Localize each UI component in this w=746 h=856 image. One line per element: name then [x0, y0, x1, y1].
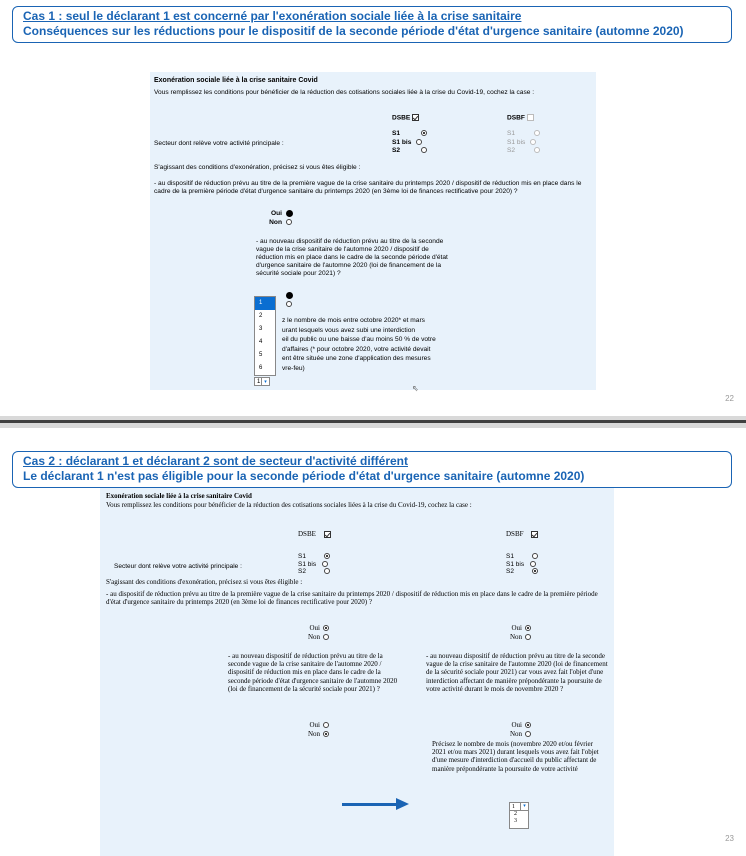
q3-line: d'affaires (* pour octobre 2020, votre activité devait: [282, 345, 431, 353]
d1-q2-radios: [323, 721, 329, 738]
chevron-down-icon[interactable]: ▾: [520, 803, 528, 810]
mouse-cursor-icon: ⇖: [412, 384, 419, 393]
slide-2-subtitle: Le déclarant 1 n'est pas éligible pour la seconde période d'état d'urgence sanitaire (automne 2020): [23, 469, 585, 483]
non-label: Non: [269, 218, 282, 226]
form-panel-1: [150, 72, 596, 390]
dropdown-option[interactable]: 1: [255, 297, 275, 310]
form-panel-2: [100, 488, 614, 856]
s1bis-label: S1 bis: [298, 560, 317, 568]
slide-2-title-banner: [12, 451, 732, 488]
q3-line: ent être située une zone d'application des mesures: [282, 355, 431, 362]
d2-s1-radio[interactable]: [532, 553, 538, 559]
months-select[interactable]: [509, 802, 529, 811]
d2-s1bis-radio[interactable]: [530, 561, 536, 567]
months-dropdown-list[interactable]: [509, 811, 529, 829]
oui-label: Oui: [309, 721, 320, 729]
d1-q2-labels: [298, 721, 320, 738]
question-2-d1: - au nouveau dispositif de réduction prévu au titre de la seconde vague de la crise sanitaire de l'automne 2020 / dispositif de réduction mis en place dans le cadre de la seconde période d'état d'urgence sanitaire de l'automne 2020 (loi de financement de la sécurité sociale pour 2021) ?: [228, 652, 398, 693]
d2-s2-radio[interactable]: [534, 147, 540, 153]
d1-q2-non-radio[interactable]: [323, 731, 329, 737]
page-number: 23: [725, 834, 734, 843]
d2-s1bis-radio[interactable]: [530, 139, 536, 145]
dsbe-label: DSBE: [392, 114, 411, 122]
dropdown-option[interactable]: 2: [259, 313, 263, 319]
d1-q1-non-radio[interactable]: [323, 634, 329, 640]
slide-1: [0, 0, 746, 416]
dsbf-checkbox[interactable]: [531, 531, 538, 538]
slide-1-subtitle: Conséquences sur les réductions pour le dispositif de la seconde période d'état d'urgence sanitaire (automne 2020): [23, 24, 684, 38]
q1-oui-radio[interactable]: [286, 210, 293, 217]
d1-q1-radios: [323, 624, 329, 641]
form-heading: Exonération sociale liée à la crise sanitaire Covid: [106, 492, 252, 500]
d2-sector-radios: [506, 553, 538, 576]
d1-s2-radio[interactable]: [421, 147, 427, 153]
s1-label: S1: [392, 130, 401, 137]
d1-s1bis-radio[interactable]: [416, 139, 422, 145]
q1-radios: [286, 210, 293, 227]
q3-line: z le nombre de mois entre octobre 2020* et mars: [282, 317, 425, 324]
question-3: [282, 316, 436, 373]
d1-q2-oui-radio[interactable]: [323, 722, 329, 728]
oui-label: Oui: [511, 624, 522, 632]
oui-label: Oui: [511, 721, 522, 729]
sector-label: Secteur dont relève votre activité principale :: [114, 563, 242, 570]
s1-label: S1: [507, 130, 516, 137]
slide-separator: [0, 416, 746, 428]
s2-label: S2: [507, 147, 516, 154]
s1-label: S1: [298, 553, 306, 560]
select-value: 1: [257, 379, 261, 385]
s1bis-label: S1 bis: [392, 138, 412, 146]
dsbe-checkbox[interactable]: [412, 114, 419, 121]
question-1: - au dispositif de réduction prévu au titre de la première vague de la crise sanitaire du printemps 2020 / dispositif de réduction mis en place dans le cadre de la première période d'état d'urgence sanitaire du printemps 2020 (en 3ème loi de finances rectificative pour 2020) ?: [106, 590, 598, 607]
dropdown-option[interactable]: 4: [259, 339, 263, 345]
select-value: 1: [512, 804, 515, 810]
question-2: - au nouveau dispositif de réduction prévu au titre de la seconde vague de la crise sanitaire de l'automne 2020 / dispositif de réduction mis en place dans le cadre de la seconde période d'état d'urgence sanitaire de l'automne 2020 (loi de financement de la sécurité sociale pour 2021) ?: [256, 238, 448, 277]
dropdown-option[interactable]: 5: [259, 352, 263, 358]
form-intro: Vous remplissez les conditions pour bénéficier de la réduction des cotisations sociales liée à la crise du Covid-19, cochez la case :: [154, 89, 535, 96]
non-label: Non: [307, 632, 320, 641]
d1-s2-radio[interactable]: [324, 568, 330, 574]
slide-2-title: [23, 454, 721, 469]
non-label: Non: [307, 729, 320, 738]
conditions-text: S'agissant des conditions d'exonération, précisez si vous êtes éligible :: [106, 578, 303, 586]
dsbf-checkbox-row[interactable]: [506, 530, 538, 538]
non-label: Non: [509, 632, 522, 641]
oui-label: Oui: [309, 624, 320, 632]
d1-s1bis-radio[interactable]: [322, 561, 328, 567]
d2-q2-non-radio[interactable]: [525, 731, 531, 737]
q3-line: vre-feu): [282, 364, 305, 372]
d1-s1-radio[interactable]: [324, 553, 330, 559]
dsbf-checkbox-row[interactable]: [507, 114, 534, 122]
question-1: - au dispositif de réduction prévu au titre de la première vague de la crise sanitaire du printemps 2020 / dispositif de réduction mis en place dans le cadre de la première période d'état d'urgence sanitaire du printemps 2020 (en 3ème loi de finances rectificative pour 2020) ?: [154, 180, 582, 195]
q1-labels: [258, 210, 282, 227]
months-dropdown-list[interactable]: [254, 296, 276, 376]
dropdown-option[interactable]: 3: [514, 818, 517, 824]
d2-q1-non-radio[interactable]: [525, 634, 531, 640]
d2-q2-oui-radio[interactable]: [525, 722, 531, 728]
dsbf-checkbox[interactable]: [527, 114, 534, 121]
conditions-text: S'agissant des conditions d'exonération, précisez si vous êtes éligible :: [154, 164, 361, 171]
page-number: 22: [725, 394, 734, 403]
q2-non-radio[interactable]: [286, 301, 292, 307]
s2-label: S2: [298, 568, 306, 575]
dsbf-label: DSBF: [506, 530, 524, 538]
d1-sector-radios: [392, 130, 427, 156]
dropdown-option[interactable]: 3: [259, 326, 263, 332]
question-3-d2: Précisez le nombre de mois (novembre 2020 et/ou février 2021 et/ou mars 2021) durant lesquels vous avez fait l'objet d'une mesure d'interdiction d'accueil du public affectant de manière prépondérante la poursuite de votre activité: [432, 740, 599, 773]
case-label: Cas 2 :: [23, 454, 63, 468]
dropdown-option[interactable]: 2: [514, 811, 517, 817]
s1bis-label: S1 bis: [506, 560, 525, 568]
d2-q2-labels: [500, 721, 522, 738]
dsbe-checkbox-row[interactable]: [298, 530, 331, 538]
q2-radios: [286, 292, 293, 309]
s1bis-label: S1 bis: [507, 138, 526, 146]
s1-label: S1: [506, 553, 514, 560]
slide-1-title-banner: [12, 6, 732, 43]
form-heading: Exonération sociale liée à la crise sanitaire Covid: [154, 77, 318, 84]
case-title: seul le déclarant 1 est concerné par l'exonération sociale liée à la crise sanitaire: [62, 9, 522, 23]
case-label: Cas 1 :: [23, 9, 63, 23]
d1-s1-radio[interactable]: [421, 130, 427, 136]
d2-q2-radios: [525, 721, 531, 738]
d1-q1-oui-radio[interactable]: [323, 625, 329, 631]
dsbf-label: DSBF: [507, 114, 525, 122]
d2-q1-radios: [525, 624, 531, 641]
q3-line: urant lesquels vous avez subi une interdiction: [282, 326, 416, 334]
form-intro: Vous remplissez les conditions pour bénéficier de la réduction des cotisations sociales liées à la crise du Covid-19, cochez la case :: [106, 501, 472, 509]
sector-label: Secteur dont relève votre activité principale :: [154, 140, 284, 147]
d1-sector-radios: [298, 553, 330, 576]
arrow-head-icon: [396, 798, 409, 810]
blue-arrow-icon: [342, 803, 398, 806]
chevron-down-icon[interactable]: ▾: [261, 378, 269, 385]
s2-label: S2: [506, 568, 514, 575]
d2-sector-radios: [507, 130, 540, 156]
months-select[interactable]: [254, 377, 270, 386]
dsbe-checkbox-row[interactable]: [392, 114, 419, 122]
d1-q1-labels: [298, 624, 320, 641]
non-label: Non: [509, 729, 522, 738]
d2-q1-labels: [500, 624, 522, 641]
q2-oui-radio[interactable]: [286, 292, 293, 299]
dropdown-option[interactable]: 6: [259, 365, 263, 371]
dsbe-checkbox[interactable]: [324, 531, 331, 538]
oui-label: Oui: [271, 210, 282, 217]
q1-non-radio[interactable]: [286, 219, 292, 225]
d2-q1-oui-radio[interactable]: [525, 625, 531, 631]
question-2-d2: - au nouveau dispositif de réduction prévu au titre de la seconde vague de la crise sanitaire de l'automne 2020 (loi de financement de la sécurité sociale pour 2021) car vous avez fait l'objet d'une interdiction affectant de manière prépondérante la poursuite de votre activité durant le mois de novembre 2020 ?: [426, 652, 608, 693]
case-title: déclarant 1 et déclarant 2 sont de secteur d'activité différent: [62, 454, 408, 468]
q3-line: eil du public ou une baisse d'au moins 50 % de votre: [282, 336, 436, 343]
s2-label: S2: [392, 147, 401, 154]
d2-s2-radio[interactable]: [532, 568, 538, 574]
slide-1-title: [23, 9, 721, 24]
d2-s1-radio[interactable]: [534, 130, 540, 136]
dsbe-label: DSBE: [298, 530, 316, 538]
